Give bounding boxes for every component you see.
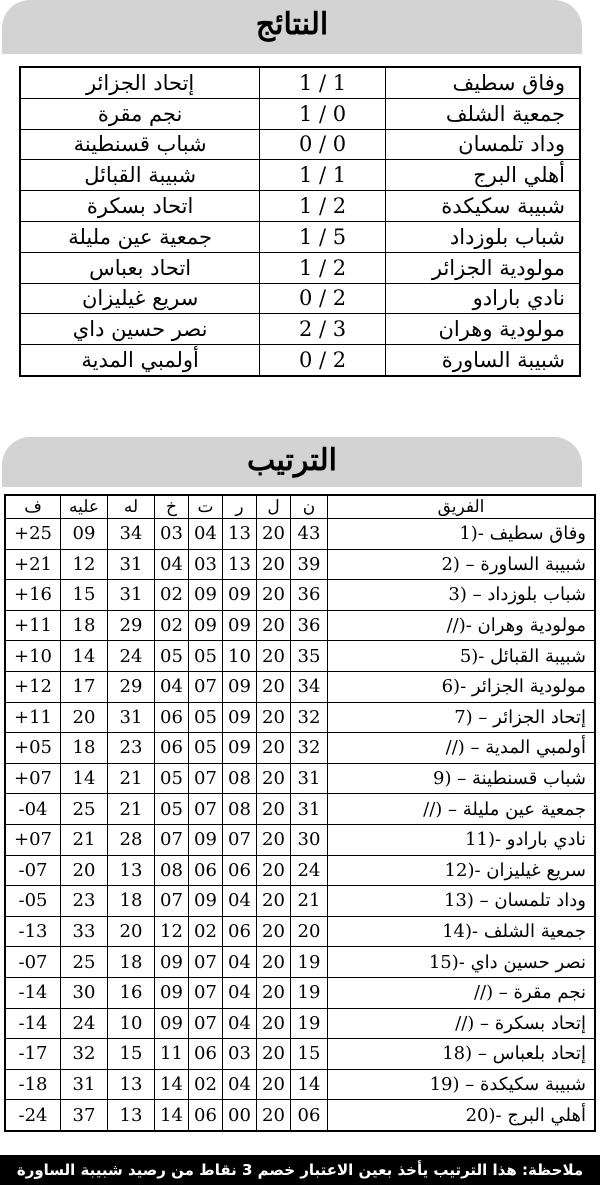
stat-n: 15 [291, 1039, 328, 1070]
stat-kh: 06 [155, 733, 189, 764]
stat-lah: 13 [108, 855, 155, 886]
stat-kh: 09 [155, 1008, 189, 1039]
stat-n: 31 [291, 794, 328, 825]
stat-kh: 09 [155, 947, 189, 978]
stat-n: 06 [291, 1100, 328, 1131]
standings-row [5, 549, 595, 580]
stat-r: 09 [223, 580, 257, 611]
team-name: 7) – إتحاد الجزائر [328, 702, 596, 733]
match-score: 1 / 1 [260, 160, 386, 191]
stat-f: +11 [5, 702, 61, 733]
home-team: وفاق سطيف [385, 67, 580, 98]
stat-l: 20 [257, 794, 291, 825]
stat-f: +07 [5, 824, 61, 855]
stat-alayh: 18 [61, 610, 108, 641]
stat-r: 09 [223, 733, 257, 764]
stat-lah: 21 [108, 794, 155, 825]
standings-row [5, 733, 595, 764]
column-header: خ [155, 495, 189, 519]
stat-alayh: 25 [61, 794, 108, 825]
stat-n: 24 [291, 855, 328, 886]
team-name: 15)- نصر حسين داي [328, 947, 596, 978]
standings-row [5, 763, 595, 794]
match-score: 1 / 0 [260, 98, 386, 129]
stat-kh: 07 [155, 886, 189, 917]
match-score: 1 / 2 [260, 191, 386, 222]
standings-row [5, 977, 595, 1008]
team-name: 12)- سريع غيليزان [328, 855, 596, 886]
stat-l: 20 [257, 733, 291, 764]
standings-row [5, 580, 595, 611]
stat-r: 06 [223, 916, 257, 947]
stat-kh: 02 [155, 610, 189, 641]
match-score: 1 / 2 [260, 252, 386, 283]
stat-r: 13 [223, 549, 257, 580]
stat-t: 07 [189, 794, 223, 825]
stat-alayh: 18 [61, 733, 108, 764]
home-team: وداد تلمسان [385, 129, 580, 160]
home-team: شبيبة سكيكدة [385, 191, 580, 222]
stat-kh: 09 [155, 977, 189, 1008]
stat-kh: 14 [155, 1069, 189, 1100]
stat-r: 09 [223, 702, 257, 733]
stat-alayh: 20 [61, 855, 108, 886]
team-name: 1)- وفاق سطيف [328, 519, 596, 550]
stat-t: 02 [189, 916, 223, 947]
stat-alayh: 09 [61, 519, 108, 550]
stat-t: 07 [189, 763, 223, 794]
column-header: الفريق [328, 495, 596, 519]
match-score: 1 / 5 [260, 221, 386, 252]
stat-t: 09 [189, 610, 223, 641]
stat-alayh: 14 [61, 763, 108, 794]
stat-lah: 18 [108, 947, 155, 978]
stat-n: 19 [291, 977, 328, 1008]
stat-t: 05 [189, 641, 223, 672]
result-row [20, 221, 580, 252]
stat-l: 20 [257, 886, 291, 917]
standings-row [5, 886, 595, 917]
match-score: 2 / 3 [260, 314, 386, 345]
stat-f: +21 [5, 549, 61, 580]
standings-row [5, 610, 595, 641]
stat-n: 19 [291, 947, 328, 978]
stat-n: 32 [291, 733, 328, 764]
stat-kh: 04 [155, 549, 189, 580]
stat-n: 30 [291, 824, 328, 855]
stat-r: 03 [223, 1039, 257, 1070]
stat-kh: 07 [155, 824, 189, 855]
stat-r: 00 [223, 1100, 257, 1131]
stat-n: 31 [291, 763, 328, 794]
stat-alayh: 37 [61, 1100, 108, 1131]
stat-r: 07 [223, 824, 257, 855]
result-row [20, 314, 580, 345]
column-header: ت [189, 495, 223, 519]
stat-l: 20 [257, 916, 291, 947]
standings-row [5, 671, 595, 702]
stat-f: +10 [5, 641, 61, 672]
match-score: 1 / 1 [260, 67, 386, 98]
stat-n: 32 [291, 702, 328, 733]
stat-t: 09 [189, 886, 223, 917]
stat-lah: 18 [108, 886, 155, 917]
stat-f: +25 [5, 519, 61, 550]
stat-lah: 21 [108, 763, 155, 794]
stat-r: 04 [223, 1069, 257, 1100]
team-name: //)- مولودية وهران [328, 610, 596, 641]
stat-lah: 20 [108, 916, 155, 947]
match-score: 0 / 0 [260, 129, 386, 160]
stat-t: 09 [189, 824, 223, 855]
stat-kh: 14 [155, 1100, 189, 1131]
standings-row [5, 1008, 595, 1039]
stat-n: 19 [291, 1008, 328, 1039]
stat-lah: 16 [108, 977, 155, 1008]
stat-l: 20 [257, 580, 291, 611]
stat-l: 20 [257, 641, 291, 672]
team-name: 6)- مولودية الجزائر [328, 671, 596, 702]
away-team: اتحاد بعباس [20, 252, 260, 283]
stat-kh: 04 [155, 671, 189, 702]
stat-l: 20 [257, 824, 291, 855]
stat-t: 07 [189, 1008, 223, 1039]
standings-row [5, 641, 595, 672]
stat-l: 20 [257, 1039, 291, 1070]
stat-t: 07 [189, 977, 223, 1008]
stat-r: 10 [223, 641, 257, 672]
stat-kh: 03 [155, 519, 189, 550]
stat-kh: 08 [155, 855, 189, 886]
stat-l: 20 [257, 671, 291, 702]
standings-row [5, 916, 595, 947]
stat-l: 20 [257, 855, 291, 886]
stat-r: 08 [223, 763, 257, 794]
stat-lah: 29 [108, 610, 155, 641]
home-team: مولودية الجزائر [385, 252, 580, 283]
stat-lah: 24 [108, 641, 155, 672]
standings-title: الترتيب [2, 437, 582, 487]
stat-n: 36 [291, 580, 328, 611]
home-team: مولودية وهران [385, 314, 580, 345]
stat-l: 20 [257, 1069, 291, 1100]
stat-t: 07 [189, 947, 223, 978]
stat-alayh: 33 [61, 916, 108, 947]
stat-t: 06 [189, 1100, 223, 1131]
stat-alayh: 25 [61, 947, 108, 978]
result-row [20, 345, 580, 376]
stat-t: 09 [189, 580, 223, 611]
stat-l: 20 [257, 519, 291, 550]
away-team: شبيبة القبائل [20, 160, 260, 191]
team-name: 11)- نادي بارادو [328, 824, 596, 855]
stat-l: 20 [257, 1008, 291, 1039]
away-team: نصر حسين داي [20, 314, 260, 345]
result-row [20, 129, 580, 160]
standings-row [5, 824, 595, 855]
home-team: أهلي البرج [385, 160, 580, 191]
stat-alayh: 20 [61, 702, 108, 733]
stat-r: 04 [223, 947, 257, 978]
team-name: //) – نجم مقرة [328, 977, 596, 1008]
stat-f: -14 [5, 977, 61, 1008]
team-name: 2) – شبيبة الساورة [328, 549, 596, 580]
stat-r: 06 [223, 855, 257, 886]
stat-n: 36 [291, 610, 328, 641]
team-name: 13) – وداد تلمسان [328, 886, 596, 917]
team-name: //) – أولمبي المدية [328, 733, 596, 764]
stat-f: -13 [5, 916, 61, 947]
away-team: أولمبي المدية [20, 345, 260, 376]
standings-header-row [5, 495, 595, 519]
stat-lah: 23 [108, 733, 155, 764]
stat-l: 20 [257, 610, 291, 641]
team-name: 14)- جمعية الشلف [328, 916, 596, 947]
team-name: 9) – شباب قسنطينة [328, 763, 596, 794]
stat-alayh: 21 [61, 824, 108, 855]
stat-t: 05 [189, 702, 223, 733]
stat-kh: 11 [155, 1039, 189, 1070]
stat-n: 35 [291, 641, 328, 672]
team-name: 20)- أهلي البرج [328, 1100, 596, 1131]
stat-kh: 05 [155, 641, 189, 672]
team-name: //) – إتحاد بسكرة [328, 1008, 596, 1039]
result-row [20, 67, 580, 98]
stat-f: +11 [5, 610, 61, 641]
stat-lah: 13 [108, 1100, 155, 1131]
stat-l: 20 [257, 1100, 291, 1131]
stat-alayh: 14 [61, 641, 108, 672]
result-row [20, 283, 580, 314]
stat-f: -18 [5, 1069, 61, 1100]
stat-n: 39 [291, 549, 328, 580]
stat-r: 04 [223, 977, 257, 1008]
stat-n: 20 [291, 916, 328, 947]
team-name: //) – جمعية عين مليلة [328, 794, 596, 825]
stat-t: 03 [189, 549, 223, 580]
result-row [20, 191, 580, 222]
stat-t: 02 [189, 1069, 223, 1100]
team-name: 19) – شبيبة سكيكدة [328, 1069, 596, 1100]
stat-t: 04 [189, 519, 223, 550]
stat-r: 08 [223, 794, 257, 825]
stat-l: 20 [257, 947, 291, 978]
standings-row [5, 519, 595, 550]
stat-alayh: 17 [61, 671, 108, 702]
result-row [20, 252, 580, 283]
away-team: نجم مقرة [20, 98, 260, 129]
home-team: جمعية الشلف [385, 98, 580, 129]
stat-alayh: 23 [61, 886, 108, 917]
match-score: 0 / 2 [260, 283, 386, 314]
stat-alayh: 30 [61, 977, 108, 1008]
column-header: ر [223, 495, 257, 519]
stat-alayh: 12 [61, 549, 108, 580]
match-score: 0 / 2 [260, 345, 386, 376]
stat-lah: 31 [108, 702, 155, 733]
standings-row [5, 702, 595, 733]
stat-n: 34 [291, 671, 328, 702]
stat-t: 06 [189, 855, 223, 886]
away-team: شباب قسنطينة [20, 129, 260, 160]
stat-lah: 29 [108, 671, 155, 702]
stat-l: 20 [257, 702, 291, 733]
stat-f: +05 [5, 733, 61, 764]
stat-t: 06 [189, 1039, 223, 1070]
stat-f: -17 [5, 1039, 61, 1070]
stat-l: 20 [257, 763, 291, 794]
stat-r: 09 [223, 671, 257, 702]
stat-l: 20 [257, 549, 291, 580]
standings-row [5, 794, 595, 825]
stat-lah: 34 [108, 519, 155, 550]
stat-f: +07 [5, 763, 61, 794]
stat-kh: 02 [155, 580, 189, 611]
result-row [20, 98, 580, 129]
column-header: له [108, 495, 155, 519]
standings-row [5, 855, 595, 886]
stat-kh: 05 [155, 763, 189, 794]
stat-f: -04 [5, 794, 61, 825]
away-team: إتحاد الجزائر [20, 67, 260, 98]
column-header: ن [291, 495, 328, 519]
stat-lah: 28 [108, 824, 155, 855]
stat-r: 04 [223, 1008, 257, 1039]
away-team: جمعية عين مليلة [20, 221, 260, 252]
team-name: 3) – شباب بلوزداد [328, 580, 596, 611]
standings-row [5, 1100, 595, 1131]
standings-row [5, 947, 595, 978]
footnote: ملاحظة: هذا الترتيب يأخذ بعين الاعتبار خصم 3 نقاط من رصيد شبيبة الساورة [0, 1155, 600, 1185]
stat-l: 20 [257, 977, 291, 1008]
standings-table [4, 494, 596, 1132]
results-table [19, 66, 581, 377]
stat-lah: 13 [108, 1069, 155, 1100]
stat-lah: 10 [108, 1008, 155, 1039]
stat-f: -24 [5, 1100, 61, 1131]
stat-alayh: 32 [61, 1039, 108, 1070]
stat-kh: 12 [155, 916, 189, 947]
stat-r: 09 [223, 610, 257, 641]
column-header: ف [5, 495, 61, 519]
home-team: شباب بلوزداد [385, 221, 580, 252]
team-name: 18) – إتحاد بلعباس [328, 1039, 596, 1070]
stat-r: 13 [223, 519, 257, 550]
stat-alayh: 15 [61, 580, 108, 611]
stat-lah: 31 [108, 549, 155, 580]
away-team: اتحاد بسكرة [20, 191, 260, 222]
stat-n: 21 [291, 886, 328, 917]
away-team: سريع غيليزان [20, 283, 260, 314]
stat-alayh: 24 [61, 1008, 108, 1039]
stat-f: +12 [5, 671, 61, 702]
home-team: شبيبة الساورة [385, 345, 580, 376]
stat-lah: 31 [108, 580, 155, 611]
stat-f: -07 [5, 855, 61, 886]
stat-f: -14 [5, 1008, 61, 1039]
stat-t: 05 [189, 733, 223, 764]
column-header: عليه [61, 495, 108, 519]
result-row [20, 160, 580, 191]
stat-f: +16 [5, 580, 61, 611]
standings-row [5, 1039, 595, 1070]
stat-f: -07 [5, 947, 61, 978]
stat-lah: 15 [108, 1039, 155, 1070]
stat-r: 04 [223, 886, 257, 917]
results-title: النتائج [2, 0, 582, 54]
stat-kh: 06 [155, 702, 189, 733]
stat-f: -05 [5, 886, 61, 917]
stat-alayh: 31 [61, 1069, 108, 1100]
stat-n: 43 [291, 519, 328, 550]
standings-row [5, 1069, 595, 1100]
column-header: ل [257, 495, 291, 519]
stat-kh: 05 [155, 794, 189, 825]
stat-n: 14 [291, 1069, 328, 1100]
home-team: نادي بارادو [385, 283, 580, 314]
stat-t: 07 [189, 671, 223, 702]
team-name: 5)- شبيبة القبائل [328, 641, 596, 672]
